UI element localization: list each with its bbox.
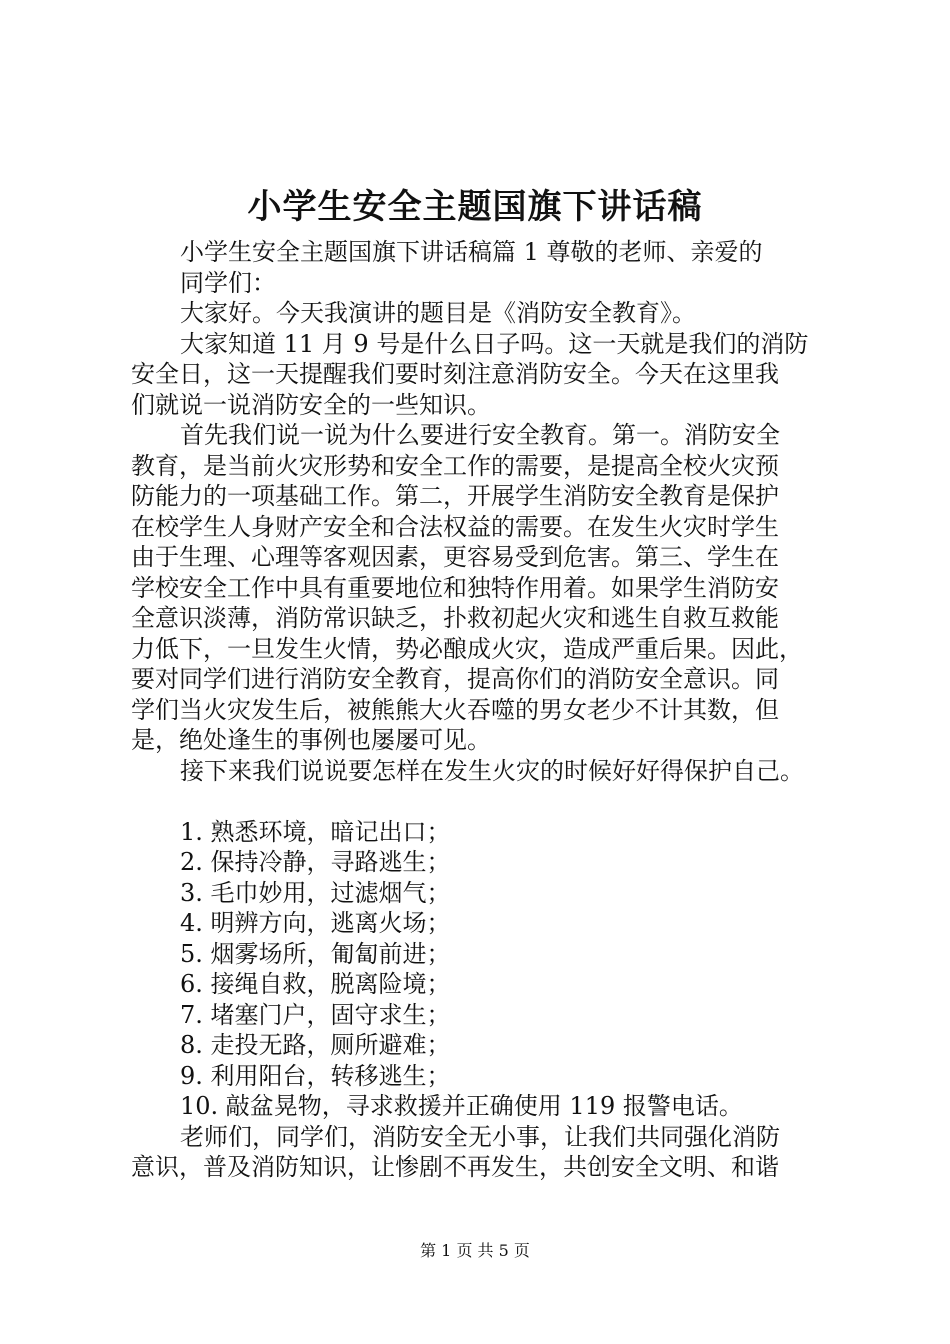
list-item: 9. 利用阳台，转移逃生； (180, 1061, 451, 1090)
text-line: 要对同学们进行消防安全教育，提高你们的消防安全意识。同 (131, 665, 779, 693)
text-line: 是，绝处逢生的事例也屡屡可见。 (131, 726, 491, 754)
document-body (131, 237, 851, 1183)
text-line: 大家好。今天我演讲的题目是《消防安全教育》。 (180, 299, 696, 327)
text-line: 防能力的一项基础工作。第二，开展学生消防安全教育是保护 (131, 482, 779, 510)
list-item: 5. 烟雾场所，匍匐前进； (180, 939, 451, 968)
text-line: 力低下，一旦发生火情，势必酿成火灾，造成严重后果。因此， (131, 634, 803, 663)
text-line: 首先我们说一说为什么要进行安全教育。第一。消防安全 (180, 421, 780, 449)
text-line: 们就说一说消防安全的一些知识。 (131, 390, 491, 419)
document-title: 小学生安全主题国旗下讲话稿 (247, 187, 703, 227)
text-line: 学们当火灾发生后，被熊熊大火吞噬的男女老少不计其数，但 (131, 695, 779, 724)
text-line: 老师们，同学们，消防安全无小事，让我们共同强化消防 (180, 1122, 780, 1151)
text-line: 在校学生人身财产安全和合法权益的需要。在发生火灾时学生 (131, 512, 779, 541)
text-line: 全意识淡薄，消防常识缺乏，扑救初起火灾和逃生自救互救能 (131, 604, 779, 632)
text-line: 安全日，这一天提醒我们要时刻注意消防安全。今天在这里我 (131, 360, 779, 388)
text-line: 大家知道 11 月 9 号是什么日子吗。这一天就是我们的消防 (180, 329, 809, 358)
blank-line (131, 786, 851, 817)
page-number: 第 1 页 共 5 页 (420, 1241, 530, 1260)
list-item: 10. 敲盆晃物，寻求救援并正确使用 119 报警电话。 (180, 1092, 743, 1120)
list-item: 1. 熟悉环境，暗记出口； (180, 817, 451, 846)
text-line: 同学们： (180, 268, 276, 297)
list-item: 7. 堵塞门户，固守求生； (180, 1000, 451, 1029)
text-line: 接下来我们说说要怎样在发生火灾的时候好好得保护自己。 (180, 756, 804, 785)
text-line: 学校安全工作中具有重要地位和独特作用着。如果学生消防安 (131, 573, 779, 602)
text-line: 小学生安全主题国旗下讲话稿篇 1 尊敬的老师、亲爱的 (180, 238, 763, 266)
text-line: 意识，普及消防知识，让惨剧不再发生，共创安全文明、和谐 (131, 1153, 779, 1181)
text-line: 由于生理、心理等客观因素，更容易受到危害。第三、学生在 (131, 543, 779, 571)
list-item: 4. 明辨方向，逃离火场； (180, 909, 451, 937)
text-line: 教育，是当前火灾形势和安全工作的需要，是提高全校火灾预 (131, 451, 779, 480)
list-item: 6. 接绳自救，脱离险境； (180, 970, 451, 998)
list-item: 3. 毛巾妙用，过滤烟气； (180, 878, 451, 907)
list-item: 2. 保持冷静，寻路逃生； (180, 848, 451, 876)
list-item: 8. 走投无路，厕所避难； (180, 1031, 451, 1059)
